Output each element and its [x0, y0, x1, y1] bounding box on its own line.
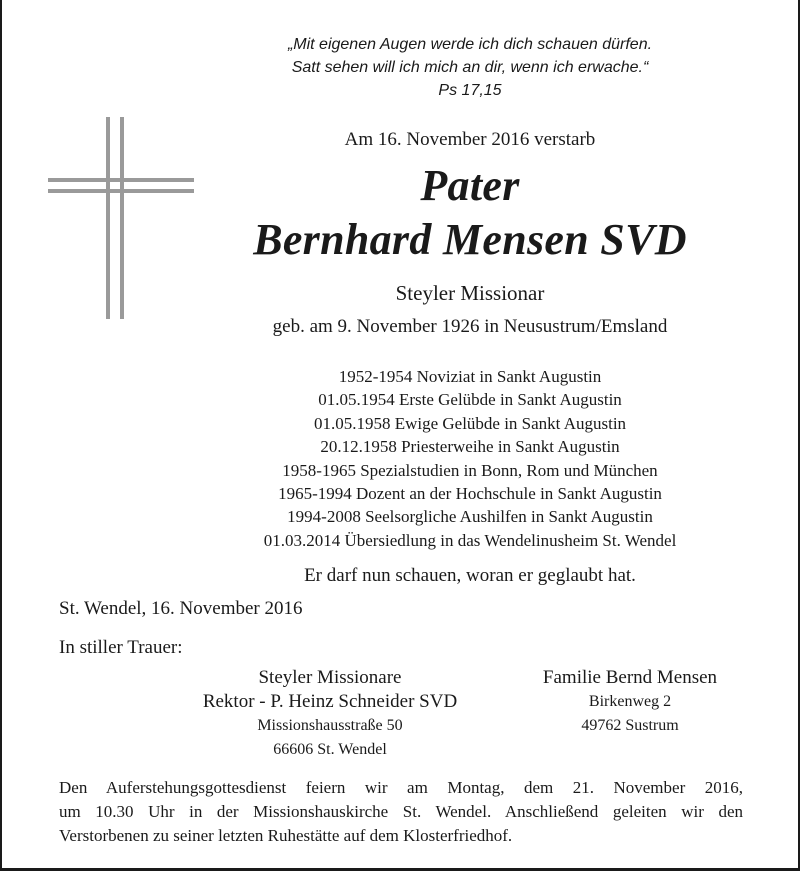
place-date: St. Wendel, 16. November 2016 — [59, 598, 303, 619]
career-item: 01.05.1954 Erste Gelübde in Sankt Augustin — [318, 390, 622, 410]
mourner-right — [520, 666, 740, 738]
bible-quote — [230, 33, 710, 102]
quote-line: Satt sehen will ich mich an dir, wenn ich erwache.“ — [291, 59, 649, 76]
mourner-street: Missionshausstraße 50 — [257, 717, 403, 734]
career-item: 20.12.1958 Priesterweihe in Sankt Augustin — [320, 437, 620, 457]
quote-reference: Ps 17,15 — [438, 82, 502, 99]
deceased-title: Pater — [420, 161, 520, 210]
funeral-line: um 10.30 Uhr in der Missionshauskirche St. Wendel. Anschließend geleiten wir den — [59, 802, 743, 821]
death-announcement: Am 16. November 2016 verstarb — [344, 129, 596, 150]
mourner-city: 66606 St. Wendel — [273, 741, 387, 758]
closing-verse: Er darf nun schauen, woran er geglaubt hat. — [304, 565, 636, 586]
career-item: 1952-1954 Noviziat in Sankt Augustin — [338, 367, 602, 386]
order-affiliation: Steyler Missionar — [395, 281, 545, 305]
mourner-rector: Rektor - P. Heinz Schneider SVD — [202, 691, 458, 712]
career-item: 01.03.2014 Übersiedlung in das Wendelinusheim St. Wendel — [263, 530, 677, 550]
mourner-street: Birkenweg 2 — [588, 693, 672, 710]
birth-info: geb. am 9. November 1926 in Neusustrum/Emsland — [272, 316, 668, 337]
mourner-name: Steyler Missionare — [258, 667, 402, 688]
mourner-city: 49762 Sustrum — [581, 717, 679, 734]
mourner-left — [150, 666, 510, 762]
career-item: 1994-2008 Seelsorgliche Aushilfen in Sankt Augustin — [287, 507, 653, 527]
career-item: 01.05.1958 Ewige Gelübde in Sankt Augustin — [313, 413, 627, 433]
career-item: 1965-1994 Dozent an der Hochschule in Sankt Augustin — [278, 484, 662, 504]
deceased-name: Bernhard Mensen SVD — [253, 215, 687, 264]
funeral-line: Verstorbenen zu seiner letzten Ruhestätte auf dem Klosterfriedhof. — [59, 826, 513, 845]
quote-line: „Mit eigenen Augen werde ich dich schauen dürfen. — [287, 36, 653, 53]
cross-icon — [46, 115, 198, 325]
funeral-notice — [59, 776, 743, 848]
funeral-line: Den Auferstehungsgottesdienst feiern wir am Montag, dem 21. November 2016, — [59, 778, 743, 797]
career-list — [195, 365, 745, 552]
mourner-name: Familie Bernd Mensen — [542, 667, 718, 688]
mourning-label: In stiller Trauer: — [59, 637, 183, 658]
career-item: 1958-1965 Spezialstudien in Bonn, Rom und München — [282, 460, 658, 480]
